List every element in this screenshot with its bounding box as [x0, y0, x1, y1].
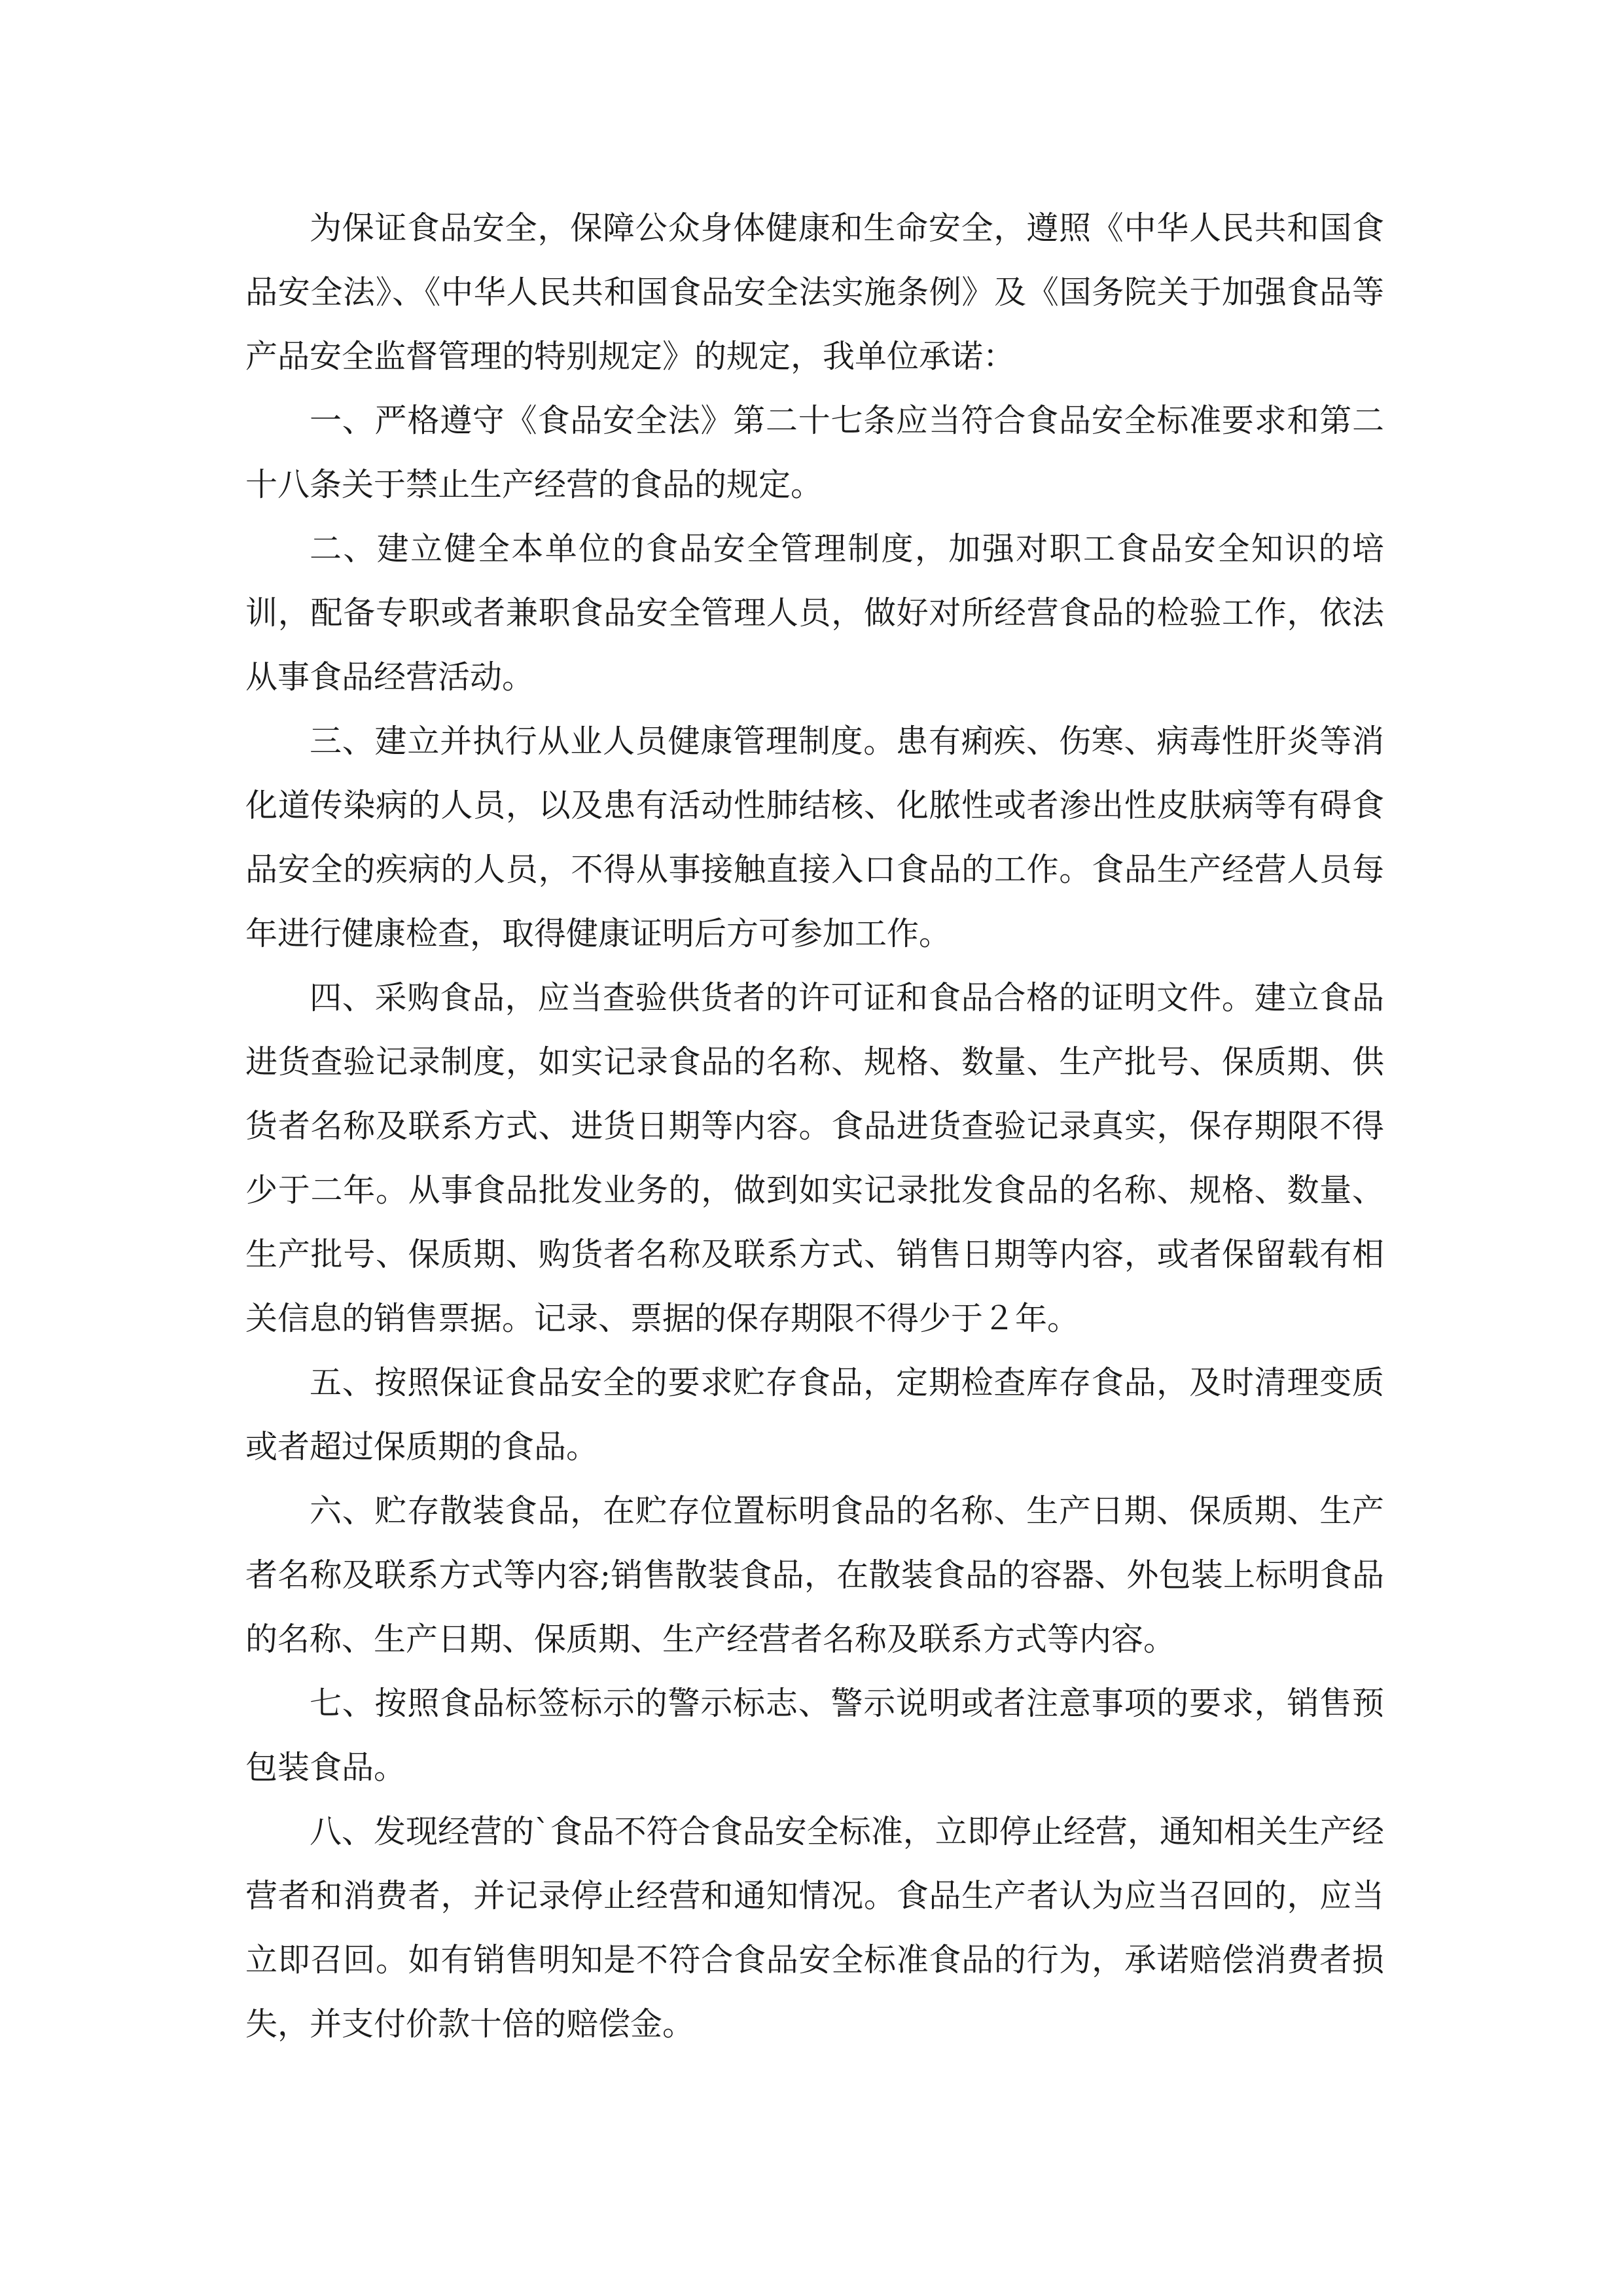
paragraph-intro: 为保证食品安全，保障公众身体健康和生命安全，遵照《中华人民共和国食品安全法》、《中华人民共和国食品安全法实施条例》及《国务院关于加强食品等产品安全监督管理的特别规定》的规定，我单位承诺：: [245, 209, 1384, 375]
paragraph-clause-7: 七、按照食品标签标示的警示标志、警示说明或者注意事项的要求，销售预包装食品。: [245, 1685, 1384, 1786]
paragraph-clause-5: 五、按照保证食品安全的要求贮存食品，定期检查库存食品，及时清理变质或者超过保质期的食品。: [245, 1364, 1384, 1465]
paragraph-clause-3: 三、建立并执行从业人员健康管理制度。患有痢疾、伤寒、病毒性肝炎等消化道传染病的人员，以及患有活动性肺结核、化脓性或者渗出性皮肤病等有碍食品安全的疾病的人员，不得从事接触直接入口食品的工作。食品生产经营人员每年进行健康检查，取得健康证明后方可参加工作。: [245, 723, 1384, 952]
paragraph-clause-1: 一、严格遵守《食品安全法》第二十七条应当符合食品安全标准要求和第二十八条关于禁止生产经营的食品的规定。: [245, 402, 1384, 503]
paragraph-clause-2: 二、建立健全本单位的食品安全管理制度，加强对职工食品安全知识的培训，配备专职或者兼职食品安全管理人员，做好对所经营食品的检验工作，依法从事食品经营活动。: [245, 530, 1384, 696]
paragraph-clause-4: 四、采购食品，应当查验供货者的许可证和食品合格的证明文件。建立食品进货查验记录制度，如实记录食品的名称、规格、数量、生产批号、保质期、供货者名称及联系方式、进货日期等内容。食品进货查验记录真实，保存期限不得少于二年。从事食品批发业务的，做到如实记录批发食品的名称、规格、数量、生产批号、保质期、购货者名称及联系方式、销售日期等内容，或者保留载有相关信息的销售票据。记录、票据的保存期限不得少于２年。: [245, 979, 1384, 1337]
document-body: [245, 196, 1384, 2056]
paragraph-clause-6: 六、贮存散装食品，在贮存位置标明食品的名称、生产日期、保质期、生产者名称及联系方式等内容;销售散装食品，在散装食品的容器、外包装上标明食品的名称、生产日期、保质期、生产经营者名称及联系方式等内容。: [245, 1492, 1384, 1658]
paragraph-clause-8: 八、发现经营的`食品不符合食品安全标准，立即停止经营，通知相关生产经营者和消费者，并记录停止经营和通知情况。食品生产者认为应当召回的，应当立即召回。如有销售明知是不符合食品安全标准食品的行为，承诺赔偿消费者损失，并支付价款十倍的赔偿金。: [245, 1813, 1384, 2043]
